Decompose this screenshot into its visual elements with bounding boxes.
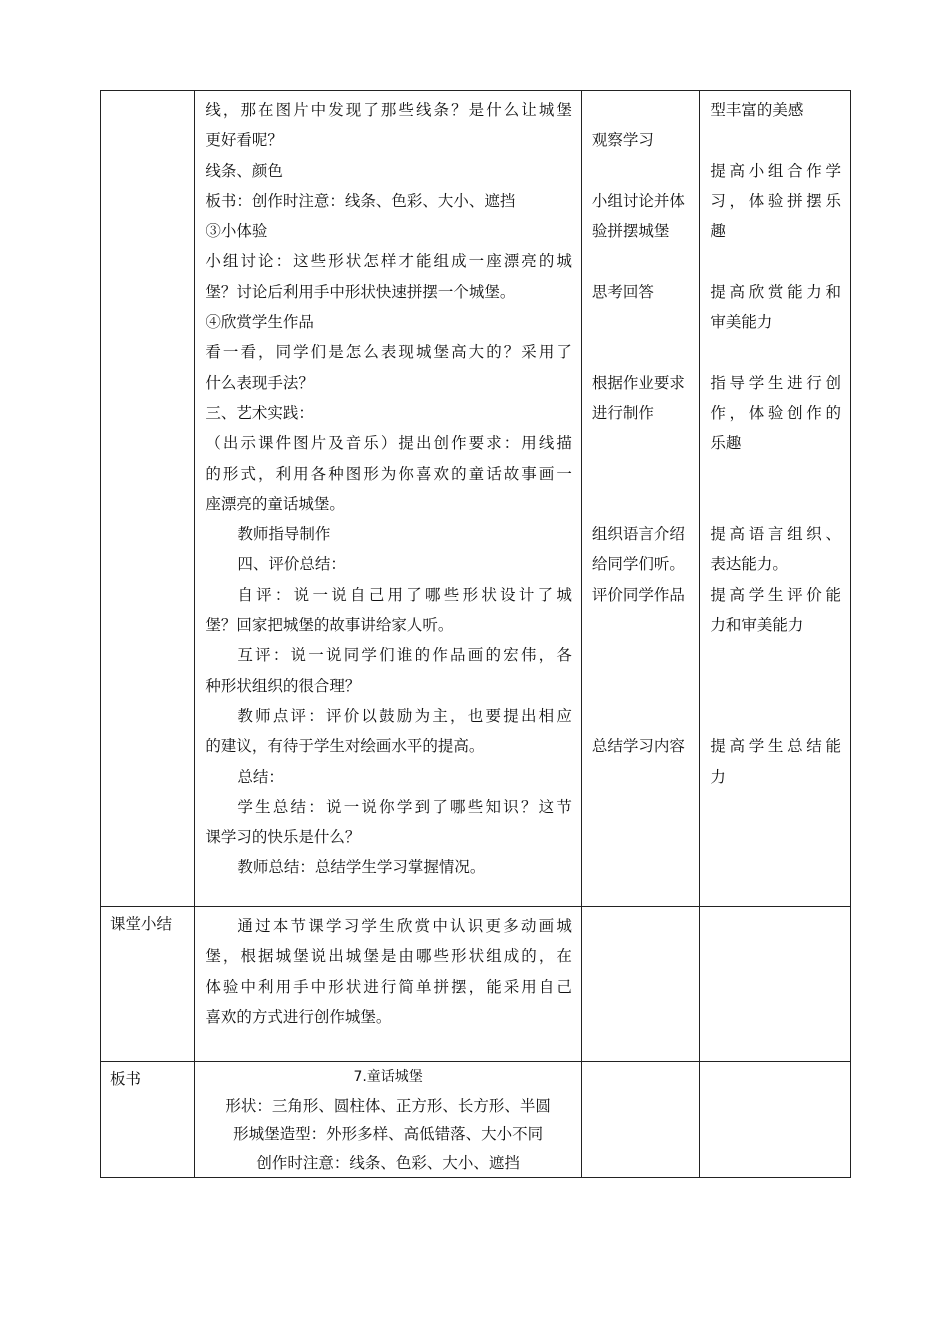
board-content-cell: [195, 1062, 582, 1178]
content-line: 板书：创作时注意：线条、色彩、大小、遮挡: [205, 191, 516, 210]
student-line: 组织语言介绍: [591, 525, 685, 544]
student-line: 给同学们听。: [591, 555, 685, 574]
content-line: 教师指导制作: [237, 525, 331, 544]
blackboard-row: [101, 1062, 851, 1178]
summary-student-cell: [581, 907, 699, 1062]
student-line: 思考回答: [591, 282, 654, 301]
student-activity-cell: [581, 91, 699, 907]
content-line: 总结：: [237, 767, 284, 786]
design-intent-cell: [700, 91, 851, 907]
student-line: 小组讨论并体: [591, 191, 685, 210]
content-line: 什么表现手法？: [205, 373, 314, 392]
intent-line: 趣: [710, 222, 726, 241]
board-line: 创作时注意：线条、色彩、大小、遮挡: [256, 1153, 520, 1172]
student-line: 总结学习内容: [591, 737, 685, 756]
content-line: ③小体验: [205, 222, 268, 241]
board-intent-cell: [700, 1062, 851, 1178]
intent-line: 作，体验创作的: [710, 403, 841, 422]
board-title: 7.童话城堡: [353, 1069, 423, 1085]
summary-intent-cell: [700, 907, 851, 1062]
content-line: 线，那在图片中发现了那些线条？是什么让城堡: [205, 101, 572, 119]
summary-line: 堡，根据城堡说出城堡是由哪些形状组成的，在: [205, 947, 572, 966]
summary-label: 课堂小结: [110, 915, 173, 933]
intent-line: 指导学生进行创: [710, 373, 841, 392]
content-line: （出示课件图片及音乐）提出创作要求：用线描: [205, 434, 572, 453]
content-line: 座漂亮的童话城堡。: [205, 494, 345, 513]
intent-line: 提高小组合作学: [710, 161, 841, 180]
intent-line: 型丰富的美感: [710, 101, 804, 119]
intent-line: 表达能力。: [710, 555, 788, 574]
intent-line: 提高学生评价能: [710, 585, 841, 604]
summary-line: 喜欢的方式进行创作城堡。: [205, 1007, 392, 1026]
student-line: 根据作业要求: [591, 373, 685, 392]
intent-line: 提高欣赏能力和: [710, 282, 841, 301]
content-line: 教师点评：评价以鼓励为主，也要提出相应: [237, 706, 572, 725]
content-line: 四、评价总结：: [237, 555, 346, 574]
intent-line: 力和审美能力: [710, 616, 804, 635]
intent-line: 审美能力: [710, 313, 773, 332]
student-line: 进行制作: [591, 403, 654, 422]
student-line: 观察学习: [591, 131, 654, 150]
student-line: 验拼摆城堡: [591, 222, 670, 241]
content-line: 更好看呢？: [205, 131, 283, 150]
content-line: 的建议，有待于学生对绘画水平的提高。: [205, 737, 485, 756]
intent-line: 提高语言组织、: [710, 525, 841, 544]
intent-line: 力: [710, 767, 726, 786]
content-line: 种形状组织的很合理？: [205, 676, 361, 695]
content-line: 的形式，利用各种图形为你喜欢的童话故事画一: [205, 464, 572, 483]
process-label-cell: [101, 91, 195, 907]
intent-line: 乐趣: [710, 434, 742, 453]
teaching-process-row: [101, 91, 851, 907]
process-content-cell: [195, 91, 582, 907]
intent-line: 提高学生总结能: [710, 737, 841, 756]
board-student-cell: [581, 1062, 699, 1178]
content-line: 堡？回家把城堡的故事讲给家人听。: [205, 616, 454, 635]
content-line: 教师总结：总结学生学习掌握情况。: [237, 858, 486, 877]
student-line: 评价同学作品: [591, 585, 685, 604]
summary-content-cell: [195, 907, 582, 1062]
board-label: 板书: [110, 1070, 142, 1088]
content-line: 看一看，同学们是怎么表现城堡高大的？采用了: [205, 343, 572, 362]
content-line: ④欣赏学生作品: [205, 313, 314, 332]
content-line: 三、艺术实践：: [205, 403, 314, 422]
board-label-cell: [101, 1062, 195, 1178]
content-line: 小组讨论：这些形状怎样才能组成一座漂亮的城: [205, 252, 572, 271]
summary-line: 体验中利用手中形状进行简单拼摆，能采用自己: [205, 977, 572, 996]
intent-line: 习，体验拼摆乐: [710, 191, 841, 210]
content-line: 线条、颜色: [205, 161, 283, 180]
content-line: 自评：说一说自己用了哪些形状设计了城: [237, 585, 572, 604]
content-line: 堡？讨论后利用手中形状快速拼摆一个城堡。: [205, 282, 516, 301]
board-line: 形状：三角形、圆柱体、正方形、长方形、半圆: [225, 1096, 551, 1115]
content-line: 互评：说一说同学们谁的作品画的宏伟，各: [237, 646, 572, 665]
summary-label-cell: [101, 907, 195, 1062]
lesson-plan-table: [100, 90, 851, 1178]
class-summary-row: [101, 907, 851, 1062]
summary-line: 通过本节课学习学生欣赏中认识更多动画城: [237, 917, 572, 935]
content-line: 学生总结：说一说你学到了哪些知识？这节: [237, 797, 572, 816]
board-line: 形城堡造型：外形多样、高低错落、大小不同: [233, 1125, 544, 1143]
content-line: 课学习的快乐是什么？: [205, 828, 361, 847]
